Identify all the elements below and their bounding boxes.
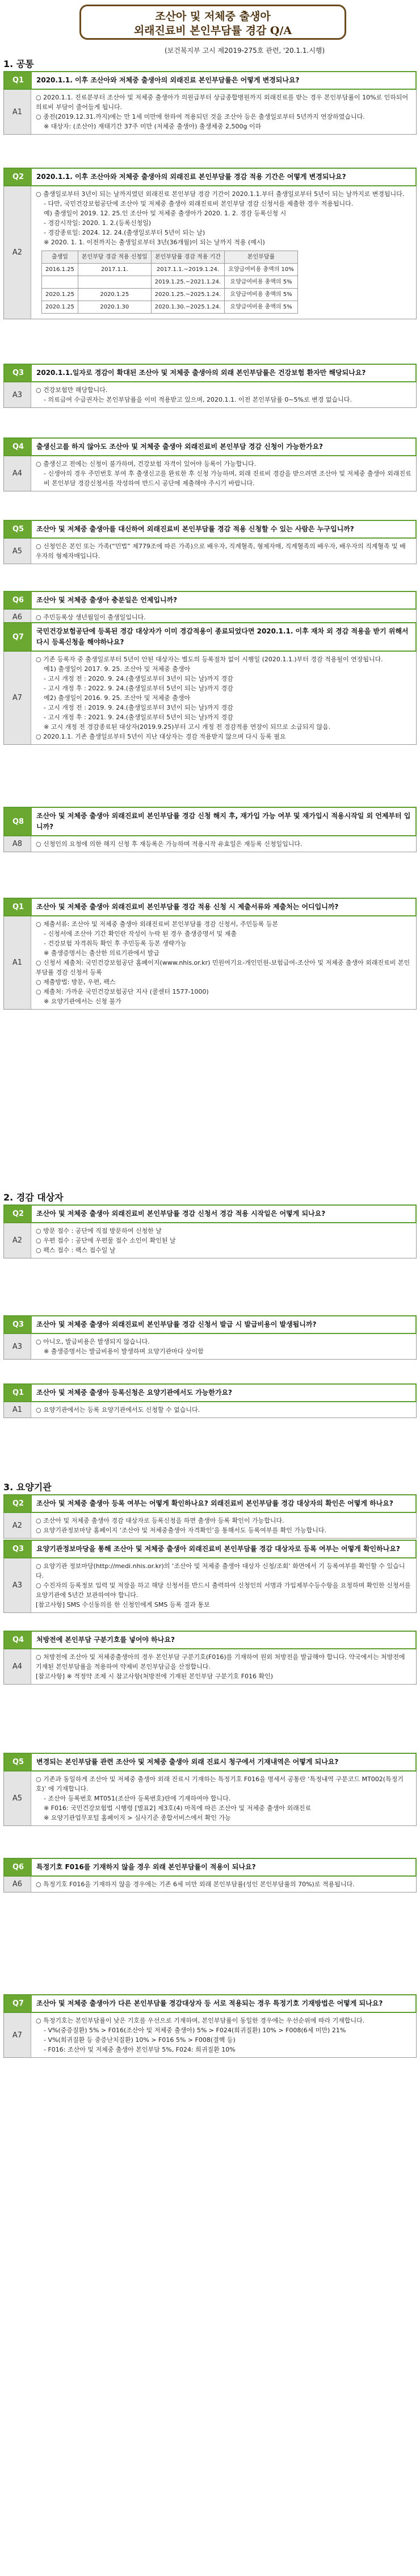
question-label: Q2 [5, 1495, 32, 1512]
answer-label: A2 [4, 1223, 31, 1258]
answer-text [31, 1513, 416, 1538]
answer-row [3, 1513, 417, 1539]
answer-line: [참고사항] ※ 적정약 조제 시 참고사항(처방전에 기재된 본인부담 구분기호 F016 확인) [36, 1673, 274, 1680]
table-header: 본인부담률 [225, 251, 298, 264]
answer-text [31, 1558, 416, 1612]
title-line-1: 조산아 및 저체중 출생아 [155, 10, 271, 23]
answer-line: - 고시 개정 전 : 2020. 9. 24.(출생일로부터 3년이 되는 날)까지 경감 [44, 675, 233, 682]
answer-line: - 조산아 등록번호 MT051(조산아 등록번호)란에 기재하여야 합니다. [44, 1795, 231, 1802]
table-row [42, 264, 298, 276]
question-label: Q5 [5, 1754, 32, 1770]
answer-text [31, 2013, 416, 2057]
qa-item [3, 168, 417, 319]
answer-label: A8 [4, 836, 31, 852]
question-row [3, 1383, 417, 1402]
question-row [3, 898, 417, 916]
answer-line: ○ 출생일로부터 3년이 되는 날까지였던 외래진료 본인부담 경감 기간이 2020.1.1.부터 출생일로부터 5년이 되는 날까지로 변경됩니다. [36, 190, 405, 198]
question-text: 처방전에 본인부담 구분기호를 넣어야 하나요? [36, 1636, 175, 1644]
question-label: Q3 [5, 1541, 32, 1557]
answer-line: - 다만, 국민건강보험공단에 조산아 및 저체중 출생아 외래진료비 본인부담 경감 신청서를 제출한 경우 적용됩니다. [44, 200, 354, 207]
question-row [3, 591, 417, 610]
answer-text [31, 1223, 416, 1258]
table-header: 본인부담 경감 적용 신청일 [78, 251, 151, 264]
title-box [79, 5, 346, 40]
question-label: Q3 [5, 1316, 32, 1333]
answer-label: A1 [4, 1402, 31, 1418]
table-cell: 2020.1.25 [42, 301, 78, 314]
answer-label: A6 [4, 610, 31, 625]
question-label: Q4 [5, 439, 32, 455]
table-cell: 요양급여비용 총액의 5% [225, 289, 298, 301]
question-text: 조산아 및 저체중 출생아 충분일은 언제입니까? [36, 596, 178, 604]
qa-item [3, 591, 417, 626]
answer-line: ※ 요양기관업무포털 홈페이지 > 심사기준 종합서비스에서 확인 가능 [44, 1814, 231, 1821]
qa-item [3, 898, 417, 1010]
answer-label: A3 [4, 382, 31, 407]
table-cell [78, 276, 151, 289]
question-label: Q7 [5, 1995, 32, 2012]
table-cell: 2020.1.25.~2025.1.24. [151, 289, 225, 301]
question-row [3, 437, 417, 456]
answer-text [31, 382, 416, 407]
answer-line: ○ 수진자의 등록정보 입력 및 저장을 하고 해당 신청서를 반드시 출력하여 신청인의 서명과 가입제부수등수항을 요청하며 확인한 신청서를 요양기관에 5년간 보관하여야 합니다. [36, 1582, 411, 1599]
qa-item [3, 1631, 417, 1685]
table-cell: 2017.1.1. [78, 264, 151, 276]
answer-line: - V%(희귀질환 등 중증난치질환) 10% > F016 5% > F008(결핵 등) [44, 2036, 236, 2044]
table-cell: 2020.1.30.~2025.1.24. [151, 301, 225, 314]
answer-line: - 경감시작일: 2020. 1. 2.(등록신청일) [44, 219, 151, 227]
answer-line: - F016: 조산아 및 저체중 출생아 본인부담 5%, F024: 희귀질환 10% [44, 2046, 236, 2053]
answer-line: 예) 출생일이 2019. 12. 25.인 조산아 및 저체중 출생아가 2020. 1. 2. 경감 등록신청 시 [44, 210, 287, 217]
answer-label: A7 [4, 652, 31, 744]
question-label: Q2 [5, 1206, 32, 1222]
qa-item [3, 1994, 417, 2058]
table-cell: 2016.1.25 [42, 264, 78, 276]
question-row [3, 1494, 417, 1513]
answer-line: ○ 특정기호 F016을 기재하지 않을 경우에는 기존 6세 미만 외래 본인부담률(성인 본인부담률의 70%)로 적용됩니다. [36, 1881, 355, 1888]
answer-label: A1 [4, 916, 31, 1009]
question-label: Q4 [5, 1632, 32, 1648]
answer-line: ※ 출생증명서는 발급비용이 발생하며 요양기관마다 상이함 [44, 1348, 204, 1355]
table-cell: 2017.1.1.~2019.1.24. [151, 264, 225, 276]
answer-label: A5 [4, 1771, 31, 1825]
question-text: 조산아 및 저체중 출생아 등록신청은 요양기관에서도 가능한가요? [36, 1389, 233, 1397]
answer-row [3, 916, 417, 1010]
table-row [42, 301, 298, 314]
question-row [3, 1994, 417, 2013]
question-row [3, 622, 417, 652]
answer-row [3, 1223, 417, 1258]
answer-line: ※ 고시 개정 전 경감종료된 대상자(2019.9.25)부터 고시 개정 전 경감적용 연장이 되므로 소급되지 않음. [44, 723, 331, 731]
answer-line: ○ 조산아 및 저체중 출생아 경감 대상자로 등록신청을 하면 출생아 등록 확인이 가능합니다. [36, 1517, 284, 1524]
answer-line: - 고시 개정 전 : 2019. 9. 24.(출생일로부터 3년이 되는 날)까지 경감 [44, 704, 233, 711]
question-text: 조산아 및 저체중 출생아를 대신하여 외래진료비 본인부담률 경감 적용 신청할 수 있는 사람은 누구입니까? [36, 525, 354, 533]
question-label: Q1 [5, 1385, 32, 1401]
qa-item [3, 1753, 417, 1826]
table-row [42, 289, 298, 301]
question-row [3, 1540, 417, 1558]
answer-line: - 고시 개정 후 : 2022. 9. 24.(출생일로부터 5년이 되는 날)까지 경감 [44, 685, 233, 692]
question-text: 조산아 및 저체중 출생아 외래진료비 본인부담률 경감 신청 해지 후, 재가입 가능 여부 및 재가입시 적용시작일 외 언제부터 입니까? [36, 812, 411, 831]
qa-item [3, 1383, 417, 1418]
question-row [3, 71, 417, 90]
answer-line: ○ 2020.1.1. 진료분부터 조산아 및 저체중 출생아가 의원급부터 상급종합병원까지 외래진료를 받는 경우 본인부담률이 10%로 인하되어 의료비 부담이 줄어들게 됩니다. [36, 94, 409, 111]
section-heading: 2. 경감 대상자 [3, 1192, 64, 1203]
answer-row [3, 1877, 417, 1893]
question-text: 조산아 및 저체중 출생아가 다른 본인부담률 경감대상자 등 서로 적용되는 경우 특정기호 기재방법은 어떻게 되나요? [36, 1999, 383, 2007]
answer-text [31, 186, 416, 319]
answer-line: - 신청서에 조산아 기간 확인란 작성이 누락 된 경우 출생증명서 및 제출 [44, 930, 237, 937]
question-row [3, 1753, 417, 1771]
answer-line: ※ 대상자: (조산아) 재태기간 37주 미만 (저체중 출생아) 출생체중 2,500g 이하 [44, 123, 262, 130]
answer-row [3, 2013, 417, 2058]
answer-row [3, 456, 417, 491]
answer-label: A7 [4, 2013, 31, 2057]
section-heading: 3. 요양기관 [3, 1482, 52, 1493]
question-label: Q5 [5, 521, 32, 537]
question-text: 조산아 및 저체중 출생아 외래진료비 본인부담률 경감 신청서 경감 적용 시작일은 어떻게 되나요? [36, 1210, 326, 1218]
question-label: Q8 [5, 808, 32, 835]
answer-line: ○ 요양기관 정보마당(http://medi.nhis.or.kr)의 ‘조산아 및 저체중 출생아 대상자 신청/조회’ 화면에서 기 등록여부를 확인할 수 있습니다. [36, 1562, 405, 1579]
question-text: 2020.1.1.일자로 경감이 확대된 조산아 및 저체중 출생아의 외래 본인부담률은 건강보험 환자만 해당되나요? [36, 369, 366, 377]
answer-line: ○ 팩스 접수 : 팩스 접수일 날 [36, 1247, 116, 1254]
table-cell: 2019.1.25.~2021.1.24. [151, 276, 225, 289]
question-text: 2020.1.1. 이후 조산아와 저체중 출생아의 외래진료 본인부담률은 어떻게 변경되나요? [36, 76, 300, 84]
question-text: 2020.1.1. 이후 조산아와 저체중 출생아의 외래진료 본인부담률 경감 적용 기간은 어떻게 변경되나요? [36, 173, 346, 181]
answer-line: ○ 기존 등록자 중 출생일로부터 5년이 안된 대상자는 별도의 등록절차 없이 시행일 (2020.1.1.)부터 경감 적용될이 연장됩니다. [36, 656, 383, 663]
title-line-2: 외래진료비 본인부담률 경감 Q/A [133, 24, 292, 37]
answer-line: ○ 신청인의 요청에 의한 해지 신청 후 재등록은 가능하며 적용시작 유효일은 재등록 신청일입니다. [36, 840, 303, 848]
table-header: 출생일 [42, 251, 78, 264]
answer-label: A4 [4, 1649, 31, 1684]
table-cell: 2020.1.25 [78, 289, 151, 301]
answer-line: ○ 아니오, 발급비용은 발생되지 않습니다. [36, 1338, 150, 1345]
qa-item [3, 1540, 417, 1613]
answer-line: ○ 기존과 동일하게 조산아 및 저체중 출생아 외래 진료시 기재하는 특정기호 F016을 명세서 공통란 ‘특정내역 구분코드 MT002(특정기호)’ 에 기재합니다. [36, 1775, 404, 1793]
answer-text [31, 1649, 416, 1684]
question-row [3, 1204, 417, 1223]
answer-line: ○ 건강보험만 해당합니다. [36, 386, 108, 394]
qa-item [3, 437, 417, 491]
notice-text: (보건복지부 고시 제2019-275호 관련, '20.1.1.시행) [165, 47, 325, 55]
answer-line: ○ 신청인은 본인 또는 가족(“민법” 제779조에 따른 가족)으로 배우자, 직계혈족, 형제자매, 직계혈족의 배우자, 배우자의 직계혈족 및 배우자의 형제자매입니다. [36, 543, 406, 560]
answer-text [31, 916, 416, 1009]
qa-item [3, 1494, 417, 1539]
period-table [41, 251, 298, 314]
answer-line: ○ 방문 접수 : 공단에 직접 방문하여 신청한 날 [36, 1227, 162, 1235]
answer-line: ○ 2020.1.1. 기존 출생일로부터 5년이 지난 대상자는 경감 적용받지 않으며 다시 등록 필요 [36, 733, 286, 740]
question-row [3, 520, 417, 539]
answer-line: ○ 제출방법: 방문, 우편, 팩스 [36, 978, 116, 986]
table-cell: 요양급여비용 총액의 5% [225, 276, 298, 289]
question-text: 출생신고를 하지 않아도 조산아 및 저체중 출생아 외래진료비 본인부담 경감 신청이 가능한가요? [36, 443, 324, 451]
answer-label: A6 [4, 1877, 31, 1892]
question-row [3, 1858, 417, 1877]
answer-line: 예1) 출생일이 2017. 9. 25. 조산아 및 저체중 출생아 [44, 665, 191, 673]
qa-item [3, 622, 417, 745]
answer-line: ○ 신청서 제출처: 국민건강보험공단 홈페이지(www.nhis.or.kr) 민원여기요-개인민원-보험급여-조산아 및 저체중 출생아 외래진료비 본인부담률 경감 신청서 등록 [36, 959, 410, 976]
question-text: 조산아 및 저체중 출생아 외래진료비 본인부담률 경감 적용 신청 시 제출서류와 제출처는 어디입니까? [36, 903, 339, 911]
answer-line: ※ 2020. 1. 1. 이전까지는 출생일로부터 3년(36개월)이 되는 날까지 적용 (예시) [44, 239, 265, 246]
question-label: Q6 [5, 1859, 32, 1875]
question-text: 국민건강보험공단에 등록된 경감 대상자가 이미 경감적용이 종료되었다면 2020.1.1. 이후 재차 외 경감 적용을 받기 위해서 다시 등록신청을 해야하나요? [36, 627, 409, 646]
question-row [3, 1315, 417, 1334]
question-label: Q3 [5, 365, 32, 381]
answer-row [3, 652, 417, 745]
answer-line: - 고시 개정 후 : 2021. 9. 24.(출생일로부터 5년이 되는 날)까지 경감 [44, 714, 233, 721]
question-row [3, 364, 417, 382]
answer-text [31, 90, 416, 134]
question-row [3, 168, 417, 186]
answer-row [3, 1649, 417, 1685]
question-label: Q1 [5, 72, 32, 89]
answer-line: - V%(중증질환) 5% > F016(조산아 및 저체중 출생아) 5% > F024(희귀질환) 10% > F008(6세 미만) 21% [44, 2027, 346, 2034]
table-cell [42, 276, 78, 289]
answer-line: ※ 요양기관에서는 신청 불가 [44, 998, 121, 1005]
answer-label: A3 [4, 1558, 31, 1612]
answer-label: A3 [4, 1334, 31, 1359]
answer-label: A2 [4, 186, 31, 319]
question-row [3, 807, 417, 836]
question-label: Q1 [5, 899, 32, 915]
answer-row [3, 1558, 417, 1613]
question-text: 특정기호 F016를 기재하지 않을 경우 외래 본인부담률이 적용이 되나요? [36, 1863, 256, 1871]
table-cell: 2020.1.25 [42, 289, 78, 301]
answer-label: A2 [4, 1513, 31, 1538]
answer-line: ○ 출생신고 전에는 신청이 불가하며, 건강보험 자격이 있어야 등록이 가능합니다. [36, 460, 257, 468]
answer-line: ※ 출생증명서는 출산한 의료기관에서 발급 [44, 949, 159, 957]
question-text: 변경되는 본인부담률 관련 조산아 및 저체중 출생아 외래 진료시 청구에서 기재내역은 어떻게 되나요? [36, 1758, 339, 1766]
answer-label: A5 [4, 539, 31, 564]
answer-row [3, 90, 417, 135]
qa-item [3, 807, 417, 852]
qa-item [3, 71, 417, 135]
answer-label: A1 [4, 90, 31, 134]
answer-line: ○ 우편 접수 : 공단에 우편물 접수 소인이 확인된 날 [36, 1237, 176, 1244]
table-cell: 2020.1.30 [78, 301, 151, 314]
qa-item [3, 1204, 417, 1258]
table-cell: 요양급여비용 총액의 5% [225, 301, 298, 314]
answer-text [31, 1402, 416, 1418]
answer-line: ○ 처방전에 조산아 및 저체중출생아의 경우 본인부담 구분기호(F016)를 기재하여 원외 처방전을 발급해야 합니다. 약국에서는 처방전에 기재된 본인부담률을 적용하여 약제비 본인부담금을 산정합니다. [36, 1653, 405, 1670]
answer-text [31, 539, 416, 564]
answer-text [31, 1771, 416, 1825]
table-cell: 요양급여비용 총액의 10% [225, 264, 298, 276]
answer-text [31, 1877, 416, 1892]
answer-label: A4 [4, 456, 31, 491]
answer-text [31, 1334, 416, 1359]
answer-line: [참고사항] SMS 수신동의를 한 신청인에게 SMS 등록 결과 통보 [36, 1601, 210, 1608]
answer-line: ○ 요양기관에서는 등록 요양기관에서도 신청할 수 없습니다. [36, 1406, 200, 1414]
question-text: 조산아 및 저체중 출생아 등록 여부는 어떻게 확인하나요? 외래진료비 본인부담률 경감 대상자의 확인은 어떻게 하나요? [36, 1499, 393, 1507]
answer-line: - 건강보험 자격취득 확인 후 주민등록 등본 생략가능 [44, 940, 187, 947]
question-label: Q2 [5, 169, 32, 185]
qa-item [3, 1315, 417, 1360]
answer-line: ○ 종전(2019.12.31.까지)에는 만 1세 미만에 한하여 적용되던 것을 조산아 등은 출생일로부터 5년까지 연장하였습니다. [36, 113, 365, 120]
answer-row [3, 382, 417, 408]
question-label: Q6 [5, 592, 32, 608]
answer-line: 예2) 출생일이 2016. 9. 25. 조산아 및 저체중 출생아 [44, 694, 191, 702]
question-label: Q7 [5, 623, 32, 651]
answer-row [3, 836, 417, 852]
answer-row [3, 1771, 417, 1826]
question-text: 조산아 및 저체중 출생아 외래진료비 본인부담률 경감 신청서 발급 시 발급비용이 발생됩니까? [36, 1320, 317, 1328]
answer-row [3, 1402, 417, 1418]
table-header: 본인부담률 경감 적용 기간 [151, 251, 225, 264]
answer-row [3, 539, 417, 564]
question-text: 요양기관정보마당을 통해 조산아 및 저체중 출생아 외래진료비 본인부담률 경감 대상자로 등록 여부는 어떻게 확인하나요? [36, 1545, 400, 1553]
question-row [3, 1631, 417, 1649]
answer-line: ○ 제출서류: 조산아 및 저체중 출생아 외래진료비 본인부담률 경감 신청서, 주민등록 등본 [36, 920, 279, 928]
table-row [42, 276, 298, 289]
answer-text [31, 652, 416, 744]
answer-line: - 의료급여 수급권자는 본인부담률을 이미 적용받고 있으며, 2020.1.1. 이전 본인부담률 0~5%로 변경 없습니다. [44, 396, 352, 403]
qa-item [3, 364, 417, 408]
answer-text [31, 836, 416, 852]
answer-line: - 경감종료일: 2024. 12. 24.(출생일로부터 5년이 되는 날) [44, 229, 205, 236]
qa-item [3, 1858, 417, 1893]
qa-item [3, 520, 417, 564]
answer-line: ○ 특정기호는 본인부담률이 낮은 기호를 우선으로 기재하며, 본인부담률이 동일한 경우에는 우선순위에 따라 기재합니다. [36, 2017, 365, 2024]
answer-text [31, 456, 416, 491]
answer-line: ○ 요양기관정보마당 홈페이지 ‘조산아 및 저체중출생아 자격확인’을 통해서도 등록여부를 확인 가능합니다. [36, 1527, 326, 1534]
answer-line: - 신생아의 경우 주민번호 부여 후 출생신고를 완료한 후 신청 가능하며, 외래 진료비 경감을 받으려면 조산아 및 저체중 출생아 외래진료비 본인부담 경감신청서를 작성하여 반드시 공단에 제출해야 주시기 바랍니다. [44, 470, 411, 487]
answer-line: ※ F016: 국민건강보험법 시행령 [별표2] 제3호(4) 마목에 따른 조산아 및 저체중 출생아 외래진료 [44, 1804, 312, 1812]
section-heading: 1. 공통 [3, 59, 34, 69]
answer-row [3, 186, 417, 319]
answer-row [3, 1334, 417, 1360]
answer-line: ○ 주민등록상 생년월일이 출생일입니다. [36, 614, 146, 621]
answer-line: ○ 제출처: 가까운 국민건강보험공단 지사 (콜센터 1577-1000) [36, 988, 209, 995]
